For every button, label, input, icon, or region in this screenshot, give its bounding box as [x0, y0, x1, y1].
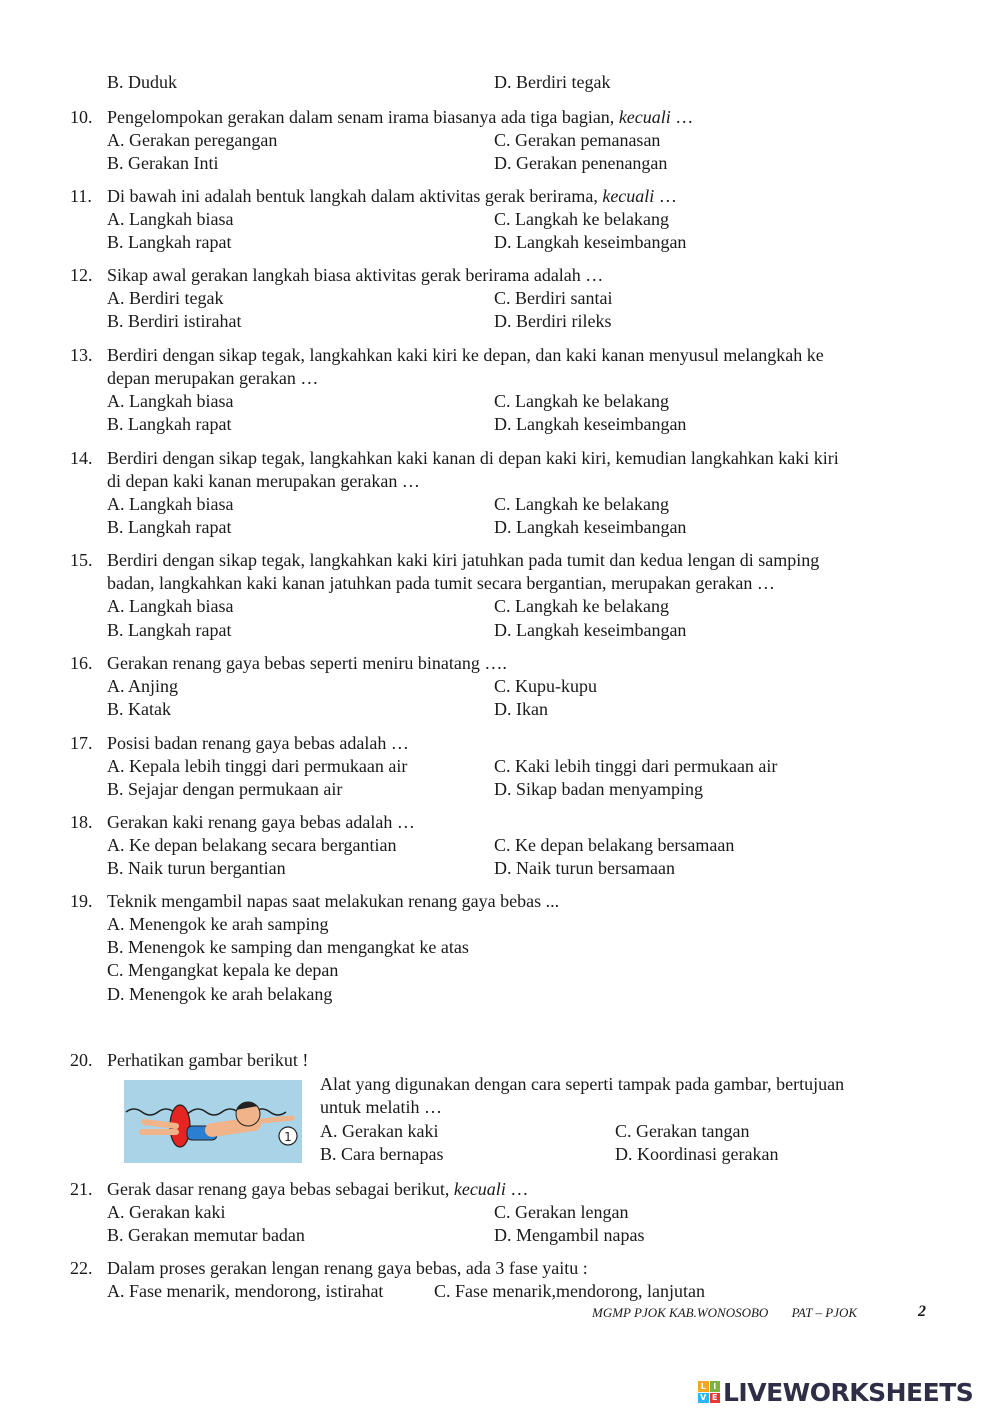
option-d: D. Sikap badan menyamping [494, 779, 703, 799]
option-b: B. Katak [107, 699, 171, 719]
option-b: B. Langkah rapat [107, 517, 232, 537]
option-c: C. Langkah ke belakang [494, 494, 669, 514]
logo-tile: L [698, 1381, 709, 1392]
option-d: D. Ikan [494, 699, 548, 719]
option-d: D. Koordinasi gerakan [615, 1144, 779, 1164]
option-a: A. Fase menarik, mendorong, istirahat [107, 1281, 384, 1301]
question-description-cont: untuk melatih … [320, 1097, 442, 1117]
question-number: 13. [70, 345, 93, 365]
liveworksheets-brand[interactable] [698, 1378, 973, 1406]
option-a: A. Gerakan kaki [320, 1121, 439, 1141]
question-number: 19. [70, 891, 93, 911]
question-number: 16. [70, 653, 93, 673]
option-b: B. Berdiri istirahat [107, 311, 242, 331]
question-text-cont: depan merupakan gerakan … [107, 368, 319, 388]
brand-name: LIVEWORKSHEETS [723, 1377, 974, 1407]
question-text-cont: badan, langkahkan kaki kanan jatuhkan pada tumit secara bergantian, merupakan gerakan … [107, 573, 775, 593]
footer-exam: PAT – PJOK [791, 1305, 858, 1320]
option-a: A. Kepala lebih tinggi dari permukaan air [107, 756, 408, 776]
question-text: Dalam proses gerakan lengan renang gaya bebas, ada 3 fase yaitu : [107, 1258, 588, 1278]
option-c: C. Langkah ke belakang [494, 391, 669, 411]
option-d: D. Langkah keseimbangan [494, 414, 687, 434]
option-c: C. Kaki lebih tinggi dari permukaan air [494, 756, 778, 776]
question-text: Posisi badan renang gaya bebas adalah … [107, 733, 409, 753]
option-a: A. Langkah biasa [107, 596, 234, 616]
option-d: D. Langkah keseimbangan [494, 517, 687, 537]
option-d: D. Langkah keseimbangan [494, 620, 687, 640]
option-c: C. Mengangkat kepala ke depan [107, 960, 339, 980]
question-number: 14. [70, 448, 93, 468]
option-a: A. Gerakan peregangan [107, 130, 278, 150]
option-a: A. Anjing [107, 676, 179, 696]
option-c: C. Ke depan belakang bersamaan [494, 835, 735, 855]
swimmer-illustration [124, 1080, 302, 1163]
question-text: Berdiri dengan sikap tegak, langkahkan kaki kanan di depan kaki kiri, kemudian langkahkan kaki kiri [107, 448, 839, 468]
q9-option-b: B. Duduk [107, 72, 178, 92]
option-a: A. Gerakan kaki [107, 1202, 226, 1222]
question-text: Perhatikan gambar berikut ! [107, 1050, 309, 1070]
option-b: B. Naik turun bergantian [107, 858, 286, 878]
question-number: 18. [70, 812, 93, 832]
question-text: Berdiri dengan sikap tegak, langkahkan kaki kiri jatuhkan pada tumit dan kedua lengan di samping [107, 550, 820, 570]
question-text: Di bawah ini adalah bentuk langkah dalam aktivitas gerak berirama, kecuali … [107, 186, 677, 206]
question-text: Teknik mengambil napas saat melakukan renang gaya bebas ... [107, 891, 560, 911]
question-text: Berdiri dengan sikap tegak, langkahkan kaki kiri ke depan, dan kaki kanan menyusul melangkah ke [107, 345, 824, 365]
question-text: Pengelompokan gerakan dalam senam irama biasanya ada tiga bagian, kecuali … [107, 107, 694, 127]
option-b: B. Langkah rapat [107, 232, 232, 252]
option-a: A. Langkah biasa [107, 494, 234, 514]
question-number: 11. [70, 186, 92, 206]
option-a: A. Berdiri tegak [107, 288, 224, 308]
option-b: B. Menengok ke samping dan mengangkat ke atas [107, 937, 469, 957]
option-c: C. Berdiri santai [494, 288, 613, 308]
option-d: D. Gerakan penenangan [494, 153, 668, 173]
q9-option-d: D. Berdiri tegak [494, 72, 611, 92]
option-a: A. Langkah biasa [107, 391, 234, 411]
question-number: 17. [70, 733, 93, 753]
option-c: C. Kupu-kupu [494, 676, 597, 696]
option-b: B. Cara bernapas [320, 1144, 444, 1164]
question-text: Sikap awal gerakan langkah biasa aktivitas gerak berirama adalah … [107, 265, 604, 285]
option-c: C. Fase menarik,mendorong, lanjutan [434, 1281, 705, 1301]
option-b: B. Gerakan Inti [107, 153, 219, 173]
option-d: D. Langkah keseimbangan [494, 232, 687, 252]
option-c: C. Gerakan pemanasan [494, 130, 661, 150]
page-footer [592, 1305, 877, 1321]
option-d: D. Mengambil napas [494, 1225, 645, 1245]
option-b: B. Gerakan memutar badan [107, 1225, 305, 1245]
logo-tile: I [710, 1381, 721, 1392]
option-d: D. Menengok ke arah belakang [107, 984, 333, 1004]
question-text: Gerak dasar renang gaya bebas sebagai berikut, kecuali … [107, 1179, 529, 1199]
option-a: A. Ke depan belakang secara bergantian [107, 835, 397, 855]
page-number: 2 [918, 1303, 926, 1320]
footer-org: MGMP PJOK KAB.WONOSOBO [592, 1305, 769, 1320]
option-b: B. Sejajar dengan permukaan air [107, 779, 343, 799]
question-number: 12. [70, 265, 93, 285]
question-text: Gerakan kaki renang gaya bebas adalah … [107, 812, 415, 832]
question-text-cont: di depan kaki kanan merupakan gerakan … [107, 471, 420, 491]
question-number: 22. [70, 1258, 93, 1278]
question-number: 15. [70, 550, 93, 570]
option-a: A. Langkah biasa [107, 209, 234, 229]
swimming-kickboard-figure [124, 1080, 302, 1163]
option-d: D. Berdiri rileks [494, 311, 612, 331]
liveworksheets-logo-icon [698, 1381, 720, 1403]
option-c: C. Langkah ke belakang [494, 209, 669, 229]
question-description: Alat yang digunakan dengan cara seperti tampak pada gambar, bertujuan [320, 1074, 845, 1094]
option-c: C. Gerakan lengan [494, 1202, 629, 1222]
question-text: Gerakan renang gaya bebas seperti meniru binatang …. [107, 653, 507, 673]
question-number: 10. [70, 107, 93, 127]
question-number: 21. [70, 1179, 93, 1199]
option-c: C. Langkah ke belakang [494, 596, 669, 616]
option-b: B. Langkah rapat [107, 620, 232, 640]
option-a: A. Menengok ke arah samping [107, 914, 329, 934]
option-c: C. Gerakan tangan [615, 1121, 750, 1141]
logo-tile: E [710, 1393, 721, 1404]
option-b: B. Langkah rapat [107, 414, 232, 434]
question-number: 20. [70, 1050, 93, 1070]
logo-tile: V [698, 1393, 709, 1404]
figure-label: 1 [284, 1130, 292, 1144]
option-d: D. Naik turun bersamaan [494, 858, 675, 878]
